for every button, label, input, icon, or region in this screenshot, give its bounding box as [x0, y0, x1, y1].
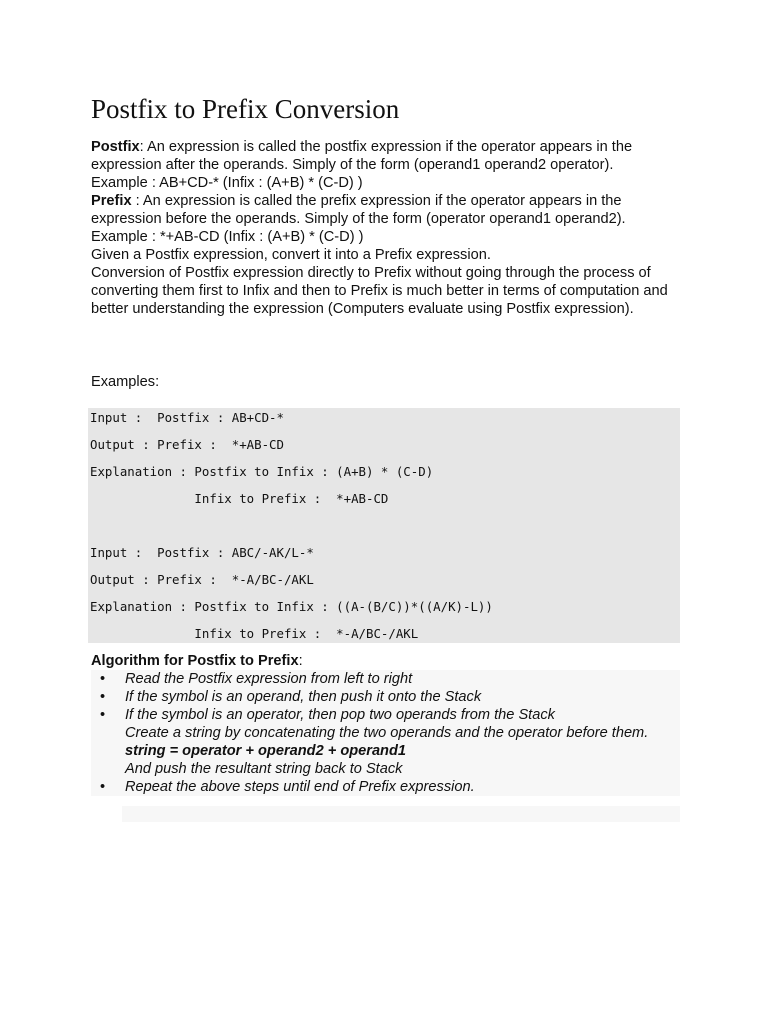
rationale-text: Conversion of Postfix expression directly to Prefix without going through the process of converting them first to Infix and then to Prefix is much better in terms of computation and better understanding the expression (Computers evaluate using Postfix expression). [91, 265, 668, 317]
spacer [91, 318, 691, 373]
algorithm-steps [91, 670, 680, 796]
code-line: Output : Prefix : *-A/BC-/AKL [90, 572, 314, 587]
postfix-example: Example : AB+CD-* (Infix : (A+B) * (C-D) ) [91, 175, 363, 191]
bullet-icon: • [100, 707, 106, 723]
algorithm-heading [91, 652, 303, 670]
step-text: If the symbol is an operator, then pop two operands from the Stack [125, 707, 555, 723]
list-item [91, 706, 680, 778]
code-line: Explanation : Postfix to Infix : (A+B) * (C-D) [90, 464, 434, 479]
postfix-definition [91, 138, 691, 174]
algorithm-heading-text: Algorithm for Postfix to Prefix [91, 653, 299, 669]
bullet-icon: • [100, 779, 106, 795]
page-title: Postfix to Prefix Conversion [91, 94, 400, 124]
code-block [88, 408, 680, 643]
prefix-example: Example : *+AB-CD (Infix : (A+B) * (C-D) ) [91, 229, 364, 245]
code-line: Infix to Prefix : *+AB-CD [90, 491, 389, 506]
step-text: Repeat the above steps until end of Prefix expression. [125, 779, 475, 795]
code-line: Infix to Prefix : *-A/BC-/AKL [90, 626, 419, 641]
step-text: Read the Postfix expression from left to right [125, 671, 413, 687]
bullet-icon: • [100, 689, 106, 705]
code-line: Explanation : Postfix to Infix : ((A-(B/C))*((A/K)-L)) [90, 599, 493, 614]
list-item [91, 778, 680, 796]
code-line: Input : Postfix : ABC/-AK/L-* [90, 545, 314, 560]
step-text: If the symbol is an operand, then push it onto the Stack [125, 689, 482, 705]
list-item [91, 688, 680, 706]
task-statement: Given a Postfix expression, convert it into a Prefix expression. [91, 247, 491, 263]
bullet-icon: • [100, 671, 106, 687]
step-formula: string = operator + operand2 + operand1 [125, 743, 407, 759]
algorithm-heading-colon: : [298, 653, 303, 669]
list-item [91, 670, 680, 688]
prefix-def-text: : An expression is called the prefix expression if the operator appears in the expression before the operands. Simply of the form (operator operand1 operand2). [91, 193, 626, 227]
step-subtext: Create a string by concatenating the two operands and the operator before them. [125, 725, 649, 741]
postfix-def-text: : An expression is called the postfix expression if the operator appears in the expression after the operands. Simply of the form (operand1 operand2 operator). [91, 139, 633, 173]
code-line: Output : Prefix : *+AB-CD [90, 437, 284, 452]
code-line: Input : Postfix : AB+CD-* [90, 410, 284, 425]
examples-label: Examples: [91, 374, 160, 390]
prefix-definition [91, 192, 691, 228]
intro-section [91, 138, 691, 391]
empty-code-block [122, 806, 680, 822]
prefix-term: Prefix [91, 193, 132, 209]
postfix-term: Postfix [91, 139, 140, 155]
step-subtext: And push the resultant string back to Stack [125, 761, 403, 777]
